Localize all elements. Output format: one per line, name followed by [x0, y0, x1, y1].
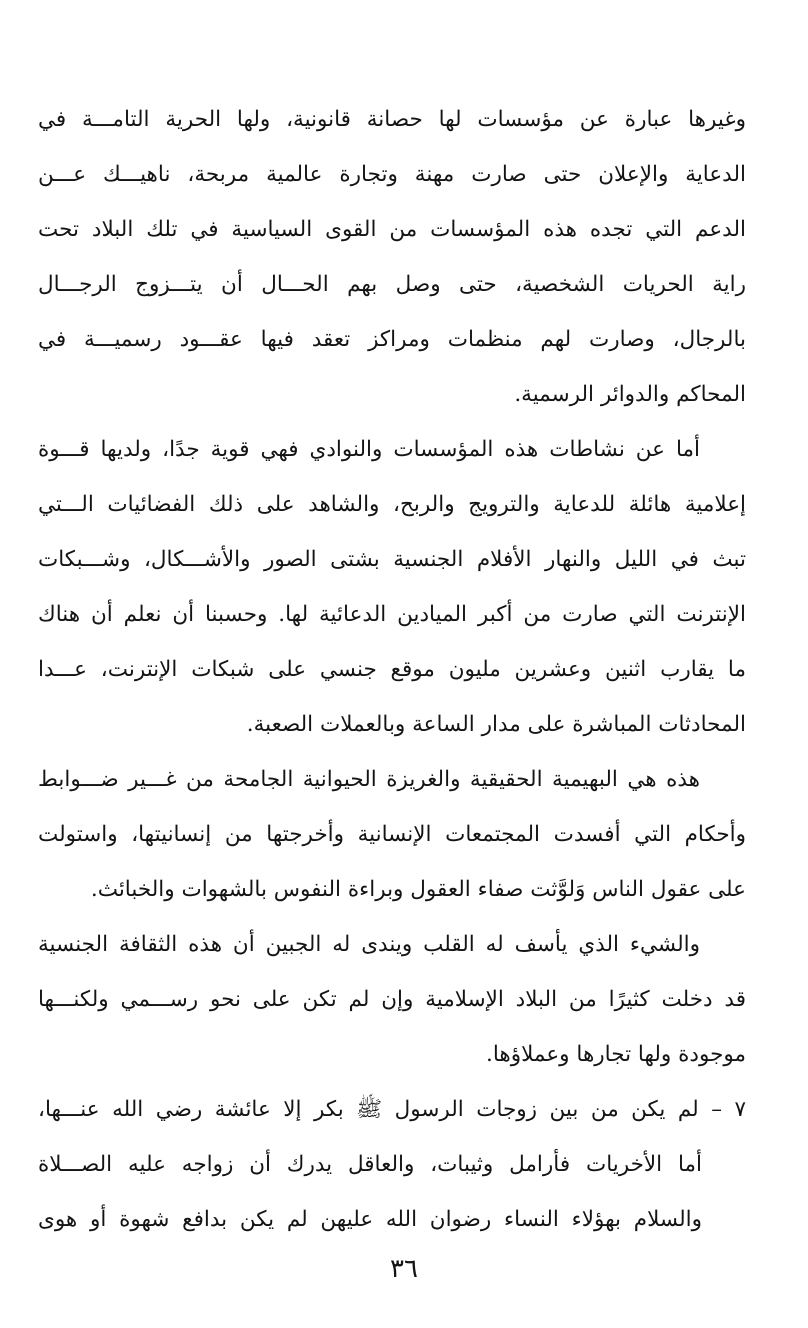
text-line: قد دخلت كثيرًا من البلاد الإسلامية وإن لم تكن على نحو رســـمي ولكنـــها: [38, 987, 746, 1012]
text-line: موجودة ولها تجارها وعملاؤها.: [485, 1042, 746, 1067]
text-line: ما يقارب اثنين وعشرين مليون موقع جنسي على شبكات الإنترنت، عـــدا: [38, 657, 746, 682]
text-line: وغيرها عبارة عن مؤسسات لها حصانة قانونية، ولها الحرية التامـــة في: [38, 107, 746, 132]
text-line: الدعاية والإعلان حتى صارت مهنة وتجارة عالمية مربحة، ناهيـــك عـــن: [38, 162, 746, 187]
text-line: المحادثات المباشرة على مدار الساعة وبالعملات الصعبة.: [246, 712, 746, 737]
text-line: ٧ – لم يكن من بين زوجات الرسول ﷺ بكر إلا عائشة رضي الله عنـــها،: [38, 1097, 746, 1122]
text-line: وأحكام التي أفسدت المجتمعات الإنسانية وأخرجتها من إنسانيتها، واستولت: [38, 822, 746, 847]
text-line: الدعم التي تجده هذه المؤسسات من القوى السياسية في تلك البلاد تحت: [38, 217, 746, 242]
text-line: تبث في الليل والنهار الأفلام الجنسية بشتى الصور والأشـــكال، وشـــبكات: [38, 547, 746, 572]
text-line: والشيء الذي يأسف له القلب ويندى له الجبين أن هذه الثقافة الجنسية: [38, 932, 700, 957]
text-line: على عقول الناس وَلوَّثت صفاء العقول وبراءة النفوس بالشهوات والخبائث.: [90, 877, 746, 902]
text-line: راية الحريات الشخصية، حتى وصل بهم الحـــال أن يتـــزوج الرجـــال: [38, 272, 746, 297]
text-line: أما عن نشاطات هذه المؤسسات والنوادي فهي قوية جدًا، ولديها قـــوة: [38, 437, 700, 462]
text-line: أما الأخريات فأرامل وثيبات، والعاقل يدرك أن زواجه عليه الصـــلاة: [38, 1152, 702, 1177]
text-line: بالرجال، وصارت لهم منظمات ومراكز تعقد فيها عقـــود رسميـــة في: [38, 327, 746, 352]
text-line: المحاكم والدوائر الرسمية.: [514, 382, 746, 407]
body-text: [38, 92, 746, 1247]
text-line: الإنترنت التي صارت من أكبر الميادين الدعائية لها. وحسبنا أن نعلم أن هناك: [38, 602, 746, 627]
text-line: والسلام بهؤلاء النساء رضوان الله عليهن لم يكن بدافع شهوة أو هوى: [38, 1207, 702, 1232]
text-line: هذه هي البهيمية الحقيقية والغريزة الحيوانية الجامحة من غـــير ضـــوابط: [38, 767, 700, 792]
page-number: ٣٦: [390, 1254, 418, 1284]
text-line: إعلامية هائلة للدعاية والترويج والربح، والشاهد على ذلك الفضائيات الـــتي: [38, 492, 746, 517]
